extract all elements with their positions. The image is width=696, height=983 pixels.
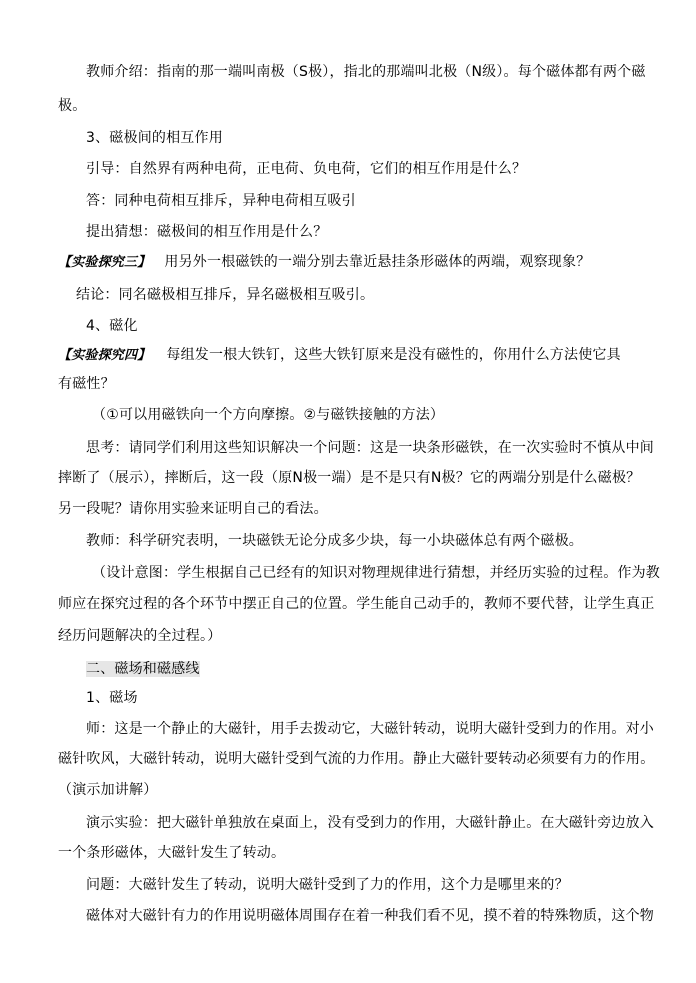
paragraph-teacher-conclusion: 教师：科学研究表明，一块磁铁无论分成多少块，每一小块磁体总有两个磁极。	[86, 533, 583, 549]
paragraph-design-intent-3: 经历问题解决的全过程。）	[58, 628, 222, 644]
paragraph-think-2: 摔断了（展示），摔断后，这一段（原N极一端）是不是只有N极？它的两端分别是什么磁极？	[58, 470, 641, 486]
heading-magnetization: 4、磁化	[86, 318, 138, 334]
paragraph-hypothesis: 提出猜想：磁极间的相互作用是什么？	[86, 224, 328, 240]
paragraph-answer: 答：同种电荷相互排斥，异种电荷相互吸引	[86, 193, 356, 209]
paragraph-methods: （①可以用磁铁向一个方向摩擦。②与磁铁接触的方法）	[92, 407, 445, 423]
paragraph-teacher-demo-3: （演示加讲解）	[58, 782, 158, 798]
heading-magnetic-field: 1、磁场	[86, 690, 138, 706]
paragraph-experiment-4-cont: 有磁性？	[58, 376, 115, 392]
paragraph-think-3: 另一段呢？请你用实验来证明自己的看法。	[58, 501, 328, 517]
experiment-3-text: 用另外一根磁铁的一端分别去靠近悬挂条形磁体的两端，观察现象？	[164, 254, 591, 270]
paragraph-conclusion: 结论：同名磁极相互排斥，异名磁极相互吸引。	[76, 287, 375, 303]
paragraph-explanation: 磁体对大磁针有力的作用说明磁体周围存在着一种我们看不见，摸不着的特殊物质，这个物	[86, 908, 654, 924]
section-heading-magnetic-field	[86, 659, 686, 679]
paragraph-demo-experiment-2: 一个条形磁体，大磁针发生了转动。	[58, 845, 286, 861]
paragraph-teacher-demo-2: 磁针吹风，大磁针转动，说明大磁针受到气流的力作用。静止大磁针要转动必须要有力的作用。	[58, 751, 655, 767]
section-heading-text: 二、磁场和磁感线	[86, 661, 200, 677]
experiment-3-tag: 【实验探究三】	[58, 255, 151, 270]
paragraph-experiment-4	[58, 345, 658, 366]
paragraph-design-intent-2: 师应在探究过程的各个环节中摆正自己的位置。学生能自己动手的，教师不要代替，让学生真正	[58, 596, 655, 612]
heading-pole-interaction: 3、磁极间的相互作用	[86, 130, 223, 146]
paragraph-guide: 引导：自然界有两种电荷，正电荷、负电荷，它们的相互作用是什么？	[86, 161, 527, 177]
experiment-4-text: 每组发一根大铁钉，这些大铁钉原来是没有磁性的，你用什么方法使它具	[166, 347, 621, 363]
paragraph-question: 问题：大磁针发生了转动，说明大磁针受到了力的作用，这个力是哪里来的？	[86, 877, 569, 893]
experiment-4-tag: 【实验探究四】	[58, 348, 151, 363]
paragraph-demo-experiment: 演示实验：把大磁针单独放在桌面上，没有受到力的作用，大磁针静止。在大磁针旁边放入	[86, 815, 654, 831]
paragraph-design-intent: （设计意图：学生根据自己已经有的知识对物理规律进行猜想，并经历实验的过程。作为教	[92, 565, 660, 581]
paragraph-teacher-demo: 师：这是一个静止的大磁针，用手去拨动它，大磁针转动，说明大磁针受到力的作用。对小	[86, 721, 654, 737]
paragraph-teacher-intro: 教师介绍：指南的那一端叫南极（S极），指北的那端叫北极（N级）。每个磁体都有两个磁	[86, 64, 646, 80]
paragraph-teacher-intro-cont: 极。	[58, 98, 87, 114]
paragraph-experiment-3	[58, 252, 658, 273]
paragraph-think: 思考：请同学们利用这些知识解决一个问题：这是一块条形磁铁，在一次实验时不慎从中间	[86, 440, 654, 456]
